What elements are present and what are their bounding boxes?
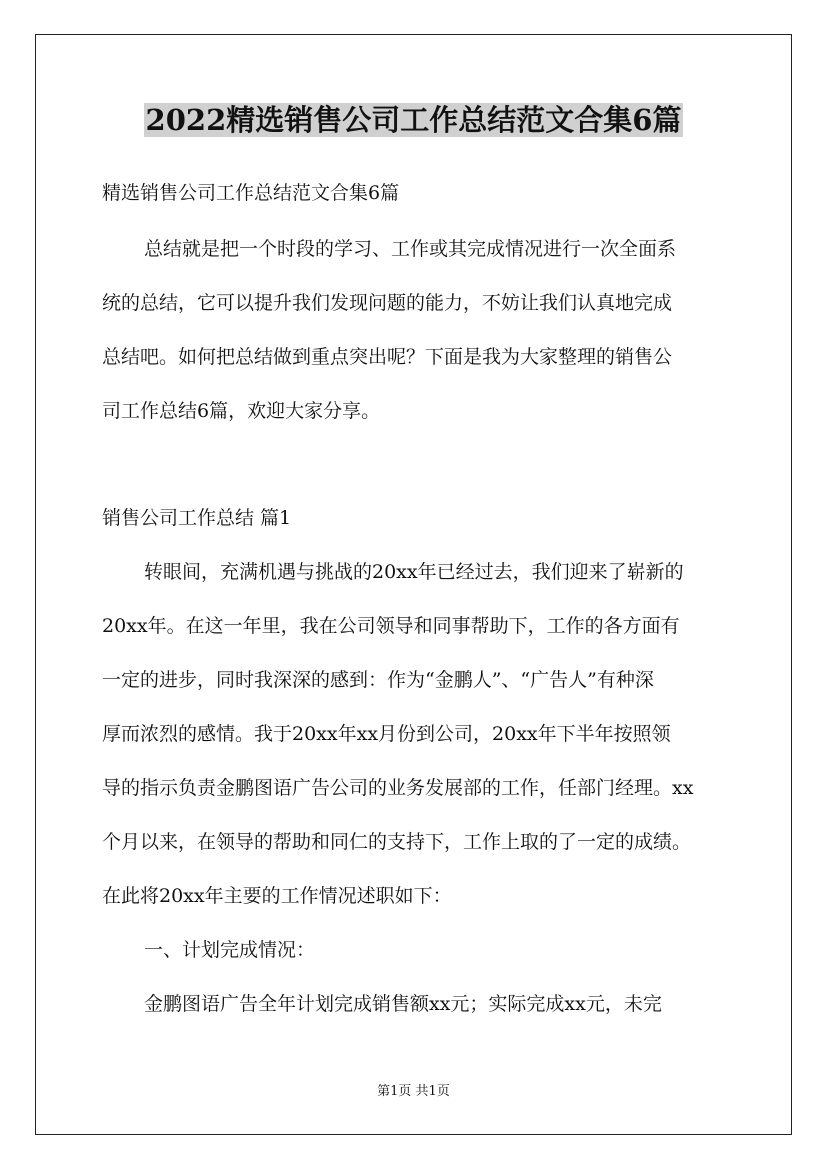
paragraph-line: 司工作总结6篇，欢迎大家分享。 bbox=[102, 400, 381, 422]
page-footer: 第1页 共1页 bbox=[377, 1084, 450, 1099]
paragraph-line: 金鹏图语广告全年计划完成销售额xx元；实际完成xx元，未完 bbox=[144, 993, 662, 1015]
paragraph-line: 导的指示负责金鹏图语广告公司的业务发展部的工作，任部门经理。xx bbox=[102, 777, 694, 799]
paragraph-line: 厚而浓烈的感情。我于20xx年xx月份到公司，20xx年下半年按照领 bbox=[102, 723, 671, 745]
paragraph-line: 在此将20xx年主要的工作情况述职如下： bbox=[102, 885, 452, 907]
document-title-text: 2022精选销售公司工作总结范文合集6篇 bbox=[145, 103, 682, 137]
subsection-heading: 一、计划完成情况： bbox=[144, 939, 316, 961]
paragraph-line: 个月以来，在领导的帮助和同仁的支持下，工作上取的了一定的成绩。 bbox=[102, 831, 692, 853]
section-heading: 销售公司工作总结 篇1 bbox=[102, 507, 292, 529]
paragraph-line: 转眼间，充满机遇与挑战的20xx年已经过去，我们迎来了崭新的 bbox=[144, 561, 684, 583]
paragraph-line: 总结就是把一个时段的学习、工作或其完成情况进行一次全面系 bbox=[144, 238, 677, 260]
paragraph-line: 统的总结，它可以提升我们发现问题的能力，不妨让我们认真地完成 bbox=[102, 292, 673, 314]
paragraph-line: 一定的进步，同时我深深的感到：作为“金鹏人”、“广告人”有种深 bbox=[102, 669, 654, 691]
paragraph-line: 20xx年。在这一年里，我在公司领导和同事帮助下，工作的各方面有 bbox=[102, 615, 680, 637]
subtitle-line: 精选销售公司工作总结范文合集6篇 bbox=[102, 182, 400, 204]
document-title bbox=[0, 100, 827, 140]
paragraph-line: 总结吧。如何把总结做到重点突出呢？下面是我为大家整理的销售公 bbox=[102, 346, 673, 368]
